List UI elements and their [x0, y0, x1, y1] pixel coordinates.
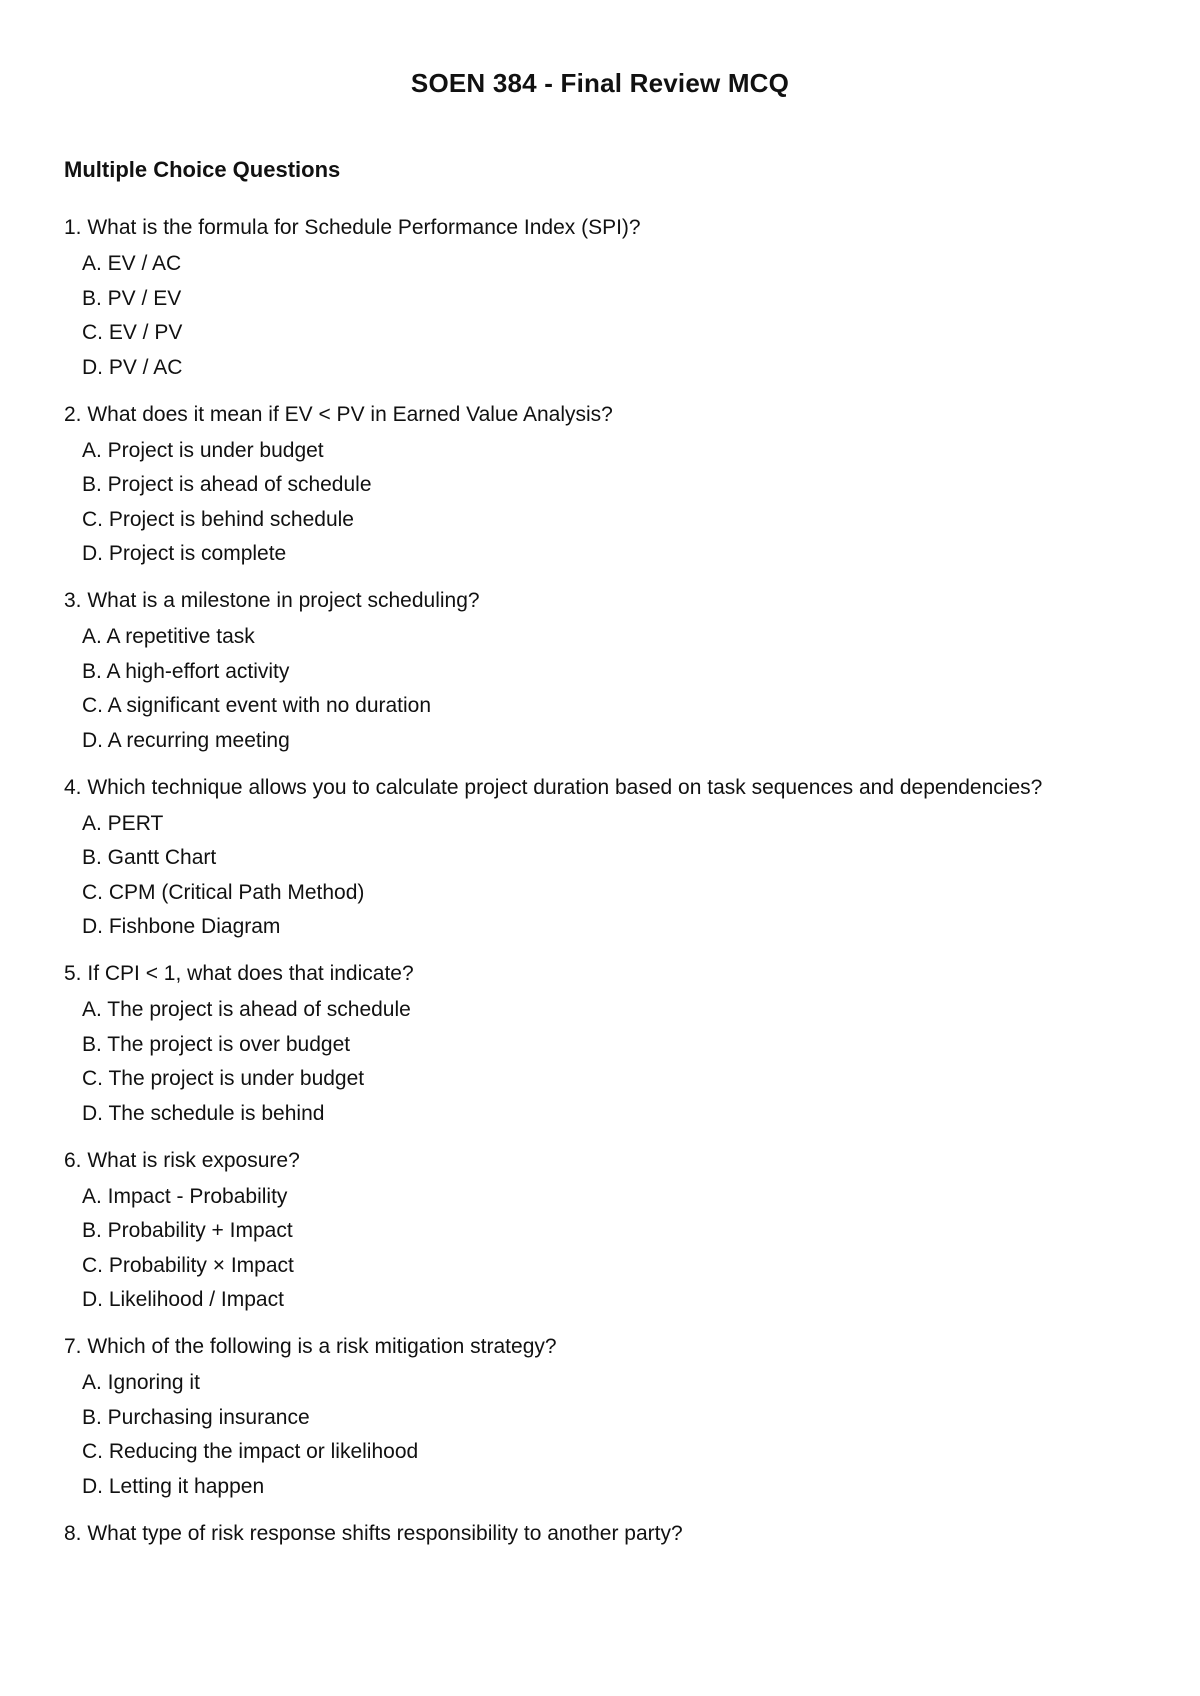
- question-number: 7.: [64, 1335, 82, 1358]
- question-5: [64, 960, 1144, 1128]
- option-d: D. Letting it happen: [82, 1474, 265, 1498]
- option-list: [64, 996, 1144, 1128]
- question-3: [64, 587, 1144, 755]
- option-b: B. A high-effort activity: [82, 659, 290, 683]
- question-text: [64, 774, 1144, 802]
- question-text: [64, 1333, 1144, 1361]
- question-4: [64, 774, 1144, 942]
- option-c: C. EV / PV: [82, 321, 183, 344]
- question-number: 1.: [64, 216, 82, 239]
- question-number: 8.: [64, 1521, 82, 1545]
- option-d: D. Likelihood / Impact: [82, 1288, 284, 1311]
- question-2: [64, 401, 1144, 569]
- option-b: B. Probability + Impact: [82, 1219, 293, 1242]
- question-list: [64, 214, 1144, 1567]
- question-prompt: What type of risk response shifts responsibility to another party?: [87, 1521, 683, 1545]
- option-a: A. Project is under budget: [82, 438, 324, 462]
- option-b: B. The project is over budget: [82, 1032, 351, 1056]
- option-c: C. Reducing the impact or likelihood: [82, 1440, 419, 1463]
- question-number: 2.: [64, 402, 82, 426]
- option-d: D. The schedule is behind: [82, 1101, 325, 1125]
- question-text: [64, 587, 1144, 615]
- question-6: [64, 1147, 1144, 1315]
- option-list: [64, 623, 1144, 755]
- option-a: A. PERT: [82, 811, 164, 835]
- option-b: B. Project is ahead of schedule: [82, 473, 372, 496]
- option-c: C. CPM (Critical Path Method): [82, 880, 365, 904]
- question-text: [64, 1147, 1144, 1175]
- option-d: D. Project is complete: [82, 542, 287, 565]
- question-prompt: If CPI < 1, what does that indicate?: [87, 962, 414, 985]
- option-list: [64, 250, 1144, 382]
- option-c: C. A significant event with no duration: [82, 694, 432, 717]
- option-b: B. Gantt Chart: [82, 846, 217, 869]
- question-8: [64, 1520, 1144, 1548]
- option-c: C. Project is behind schedule: [82, 507, 354, 531]
- question-prompt: Which technique allows you to calculate project duration based on task sequences and dependencies?: [87, 775, 1043, 799]
- question-number: 6.: [64, 1148, 82, 1172]
- option-c: C. The project is under budget: [82, 1067, 365, 1090]
- question-text: [64, 214, 1144, 242]
- option-b: B. Purchasing insurance: [82, 1405, 310, 1429]
- question-prompt: What is risk exposure?: [87, 1148, 300, 1172]
- page-title: SOEN 384 - Final Review MCQ: [410, 68, 790, 98]
- option-a: A. Impact - Probability: [82, 1184, 288, 1208]
- option-c: C. Probability × Impact: [82, 1253, 294, 1277]
- question-number: 3.: [64, 589, 82, 612]
- option-d: D. A recurring meeting: [82, 728, 290, 752]
- question-7: [64, 1333, 1144, 1501]
- option-list: [64, 810, 1144, 942]
- question-text: [64, 401, 1144, 429]
- option-d: D. Fishbone Diagram: [82, 915, 281, 938]
- question-prompt: What is a milestone in project scheduling?: [87, 589, 480, 612]
- option-a: A. The project is ahead of schedule: [82, 998, 411, 1021]
- question-prompt: Which of the following is a risk mitigation strategy?: [87, 1335, 557, 1358]
- question-number: 4.: [64, 775, 82, 799]
- option-list: [64, 437, 1144, 569]
- question-text: [64, 1520, 1144, 1548]
- option-d: D. PV / AC: [82, 355, 183, 379]
- option-list: [64, 1183, 1144, 1315]
- option-a: A. Ignoring it: [82, 1371, 200, 1394]
- question-1: [64, 214, 1144, 382]
- question-prompt: What is the formula for Schedule Performance Index (SPI)?: [87, 216, 641, 239]
- option-list: [64, 1369, 1144, 1501]
- option-a: A. EV / AC: [82, 252, 182, 275]
- option-a: A. A repetitive task: [82, 625, 255, 648]
- question-number: 5.: [64, 962, 82, 985]
- question-text: [64, 960, 1144, 988]
- option-b: B. PV / EV: [82, 286, 182, 310]
- section-heading: Multiple Choice Questions: [64, 157, 341, 182]
- question-prompt: What does it mean if EV < PV in Earned Value Analysis?: [87, 402, 613, 426]
